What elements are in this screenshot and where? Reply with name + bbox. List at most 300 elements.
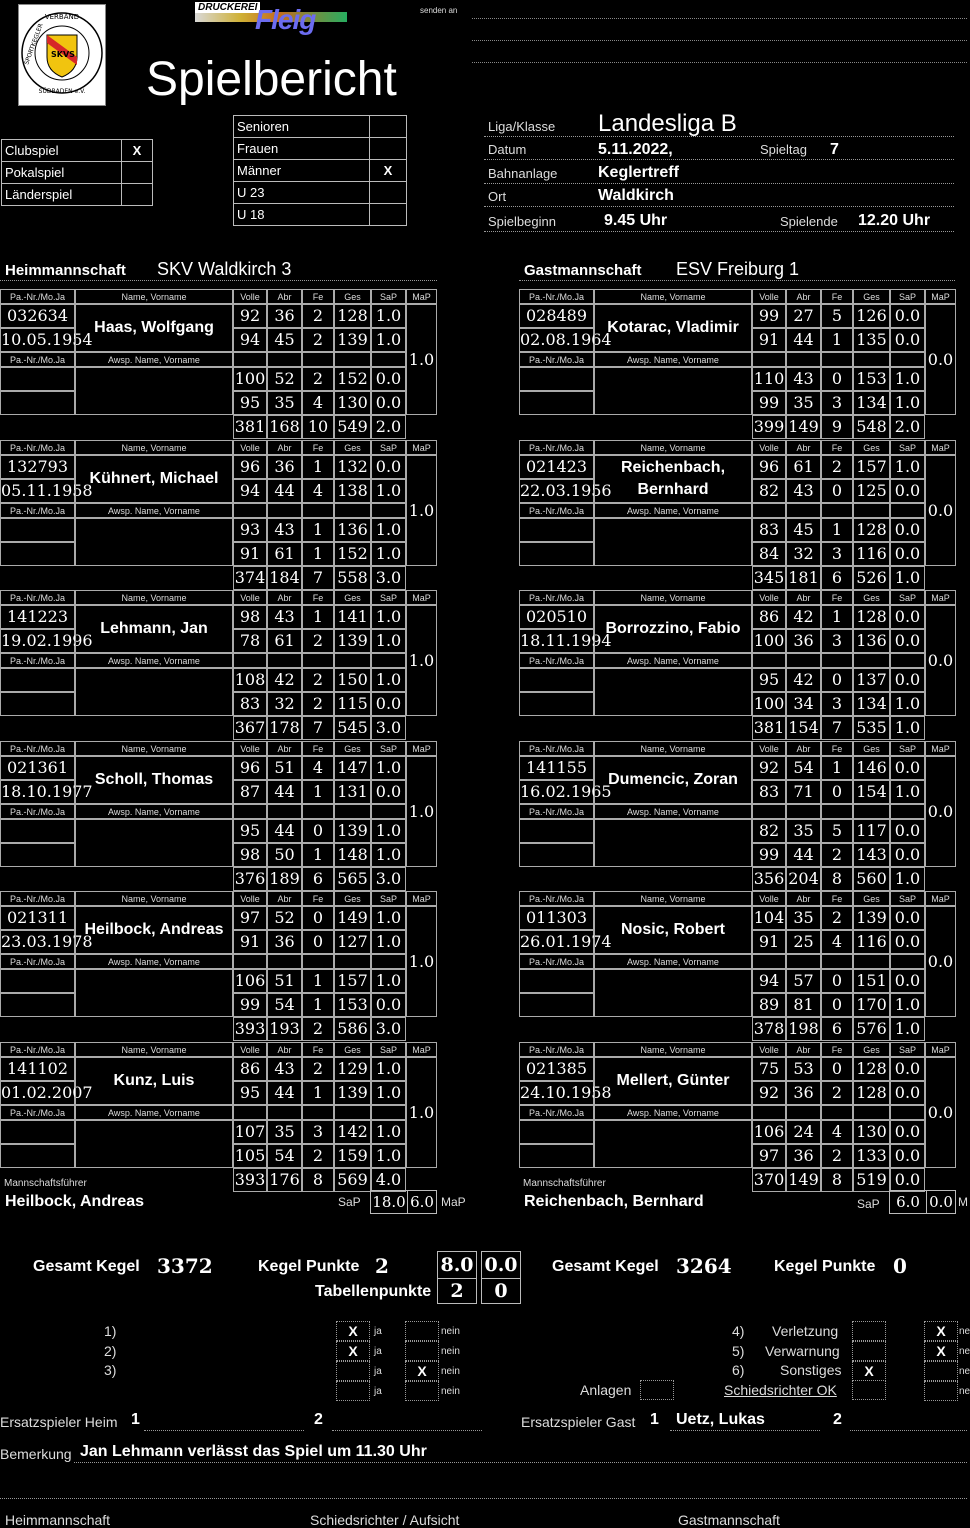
score-cell[interactable]: 97 — [752, 1144, 786, 1168]
score-cell[interactable]: 2 — [302, 328, 334, 352]
score-cell[interactable]: 131 — [334, 780, 371, 804]
score-cell[interactable]: 1 — [821, 328, 853, 352]
score-cell[interactable]: 117 — [853, 819, 890, 843]
score-cell[interactable]: 95 — [233, 1081, 267, 1105]
check-extra-ne[interactable] — [924, 1381, 958, 1401]
score-cell[interactable]: 129 — [334, 1057, 371, 1081]
sub-name[interactable] — [75, 668, 233, 716]
score-cell[interactable]: 54 — [786, 756, 821, 780]
score-cell[interactable]: 130 — [334, 391, 371, 415]
score-cell[interactable]: 91 — [752, 328, 786, 352]
player-name[interactable]: Mellert, Günter — [594, 1057, 752, 1105]
score-cell[interactable]: 170 — [853, 993, 890, 1017]
score-cell[interactable]: 83 — [752, 780, 786, 804]
score-cell[interactable]: 2 — [302, 692, 334, 716]
player-birthdate[interactable]: 22.03.1956 — [519, 479, 594, 503]
score-cell[interactable]: 4 — [302, 756, 334, 780]
score-cell[interactable]: 53 — [786, 1057, 821, 1081]
spieltag-value[interactable]: 7 — [830, 141, 839, 158]
score-cell[interactable]: 54 — [267, 993, 302, 1017]
score-cell[interactable]: 116 — [853, 542, 890, 566]
score-cell[interactable]: 1.0 — [371, 906, 406, 930]
sub-birthdate[interactable] — [0, 1144, 75, 1168]
score-cell[interactable]: 44 — [786, 328, 821, 352]
sub-pass-number[interactable] — [0, 668, 75, 692]
score-cell[interactable]: 153 — [334, 993, 371, 1017]
player-name[interactable]: Reichenbach, Bernhard — [594, 455, 752, 503]
check-verwarnung-ne[interactable]: X — [924, 1341, 958, 1361]
score-cell[interactable]: 1 — [821, 605, 853, 629]
score-cell[interactable]: 1 — [302, 780, 334, 804]
player-birthdate[interactable]: 05.11.1958 — [0, 479, 75, 503]
sub-name[interactable] — [75, 1120, 233, 1168]
score-cell[interactable]: 4 — [302, 479, 334, 503]
score-cell[interactable]: 154 — [853, 780, 890, 804]
score-cell[interactable]: 153 — [853, 367, 890, 391]
sub-pass-number[interactable] — [519, 1120, 594, 1144]
bahn-value[interactable]: Keglertreff — [598, 164, 679, 181]
score-cell[interactable]: 1.0 — [371, 304, 406, 328]
score-cell[interactable]: 98 — [233, 843, 267, 867]
score-cell[interactable]: 61 — [786, 455, 821, 479]
score-cell[interactable]: 0 — [821, 780, 853, 804]
score-cell[interactable]: 99 — [752, 391, 786, 415]
score-cell[interactable]: 1 — [302, 1081, 334, 1105]
score-cell[interactable]: 137 — [853, 668, 890, 692]
score-cell[interactable]: 96 — [233, 455, 267, 479]
score-cell[interactable]: 36 — [267, 455, 302, 479]
sub-pass-number[interactable] — [519, 668, 594, 692]
score-cell[interactable]: 92 — [752, 1081, 786, 1105]
score-cell[interactable]: 25 — [786, 930, 821, 954]
score-cell[interactable]: 134 — [853, 692, 890, 716]
score-cell[interactable]: 128 — [853, 518, 890, 542]
score-cell[interactable]: 107 — [233, 1120, 267, 1144]
sub-pass-number[interactable] — [519, 367, 594, 391]
score-cell[interactable]: 105 — [233, 1144, 267, 1168]
score-cell[interactable]: 36 — [267, 304, 302, 328]
player-pass-number[interactable]: 021385 — [519, 1057, 594, 1081]
player-birthdate[interactable]: 10.05.1954 — [0, 328, 75, 352]
score-cell[interactable]: 94 — [233, 328, 267, 352]
sub-birthdate[interactable] — [519, 1144, 594, 1168]
player-birthdate[interactable]: 19.02.1996 — [0, 629, 75, 653]
game-type-mark[interactable] — [122, 184, 153, 206]
check-nein-2[interactable] — [405, 1341, 439, 1361]
score-cell[interactable]: 32 — [786, 542, 821, 566]
guest-captain[interactable]: Reichenbach, Bernhard — [524, 1193, 704, 1210]
score-cell[interactable]: 149 — [334, 906, 371, 930]
score-cell[interactable]: 2 — [821, 1081, 853, 1105]
home-captain[interactable]: Heilbock, Andreas — [5, 1193, 145, 1210]
score-cell[interactable]: 83 — [233, 692, 267, 716]
score-cell[interactable]: 1.0 — [371, 629, 406, 653]
sub-name[interactable] — [594, 367, 752, 415]
score-cell[interactable]: 1 — [821, 518, 853, 542]
player-name[interactable]: Nosic, Robert — [594, 906, 752, 954]
score-cell[interactable]: 136 — [334, 518, 371, 542]
player-name[interactable]: Dumencic, Zoran — [594, 756, 752, 804]
score-cell[interactable]: 43 — [267, 518, 302, 542]
score-cell[interactable]: 75 — [752, 1057, 786, 1081]
score-cell[interactable]: 1.0 — [371, 328, 406, 352]
score-cell[interactable]: 44 — [267, 1081, 302, 1105]
player-name[interactable]: Heilbock, Andreas — [75, 906, 233, 954]
score-cell[interactable]: 99 — [233, 993, 267, 1017]
score-cell[interactable]: 50 — [267, 843, 302, 867]
player-name[interactable]: Haas, Wolfgang — [75, 304, 233, 352]
score-cell[interactable]: 157 — [334, 969, 371, 993]
game-type-mark[interactable] — [122, 162, 153, 184]
player-name[interactable]: Scholl, Thomas — [75, 756, 233, 804]
score-cell[interactable]: 3 — [821, 391, 853, 415]
score-cell[interactable]: 71 — [786, 780, 821, 804]
score-cell[interactable]: 1 — [302, 455, 334, 479]
player-birthdate[interactable]: 02.08.1964 — [519, 328, 594, 352]
sub-name[interactable] — [594, 1120, 752, 1168]
score-cell[interactable]: 110 — [752, 367, 786, 391]
score-cell[interactable]: 104 — [752, 906, 786, 930]
score-cell[interactable]: 43 — [267, 605, 302, 629]
category-mark[interactable] — [370, 204, 407, 226]
player-birthdate[interactable]: 26.01.1974 — [519, 930, 594, 954]
guest-team-name[interactable]: ESV Freiburg 1 — [676, 259, 800, 279]
score-cell[interactable]: 0.0 — [371, 367, 406, 391]
category-mark[interactable] — [370, 138, 407, 160]
score-cell[interactable]: 61 — [267, 542, 302, 566]
score-cell[interactable]: 1.0 — [371, 819, 406, 843]
score-cell[interactable]: 116 — [853, 930, 890, 954]
score-cell[interactable]: 0.0 — [890, 304, 925, 328]
score-cell[interactable]: 44 — [267, 819, 302, 843]
sub-pass-number[interactable] — [0, 1120, 75, 1144]
player-birthdate[interactable]: 18.11.1994 — [519, 629, 594, 653]
sub-pass-number[interactable] — [0, 518, 75, 542]
score-cell[interactable]: 1 — [302, 993, 334, 1017]
score-cell[interactable]: 0 — [821, 367, 853, 391]
score-cell[interactable]: 36 — [786, 629, 821, 653]
score-cell[interactable]: 3 — [821, 542, 853, 566]
schiedsrichter-ok[interactable]: Schiedsrichter OK — [724, 1382, 837, 1398]
check-nein-3[interactable]: X — [405, 1361, 439, 1381]
player-pass-number[interactable]: 021311 — [0, 906, 75, 930]
score-cell[interactable]: 36 — [786, 1144, 821, 1168]
subs-guest-1-name[interactable]: Uetz, Lukas — [676, 1411, 765, 1428]
sub-birthdate[interactable] — [0, 993, 75, 1017]
score-cell[interactable]: 139 — [334, 328, 371, 352]
ende-value[interactable]: 12.20 Uhr — [858, 212, 931, 229]
check-ja-1[interactable]: X — [336, 1321, 370, 1341]
score-cell[interactable]: 0.0 — [890, 542, 925, 566]
score-cell[interactable]: 152 — [334, 367, 371, 391]
score-cell[interactable]: 0.0 — [890, 328, 925, 352]
score-cell[interactable]: 0.0 — [371, 391, 406, 415]
score-cell[interactable]: 83 — [752, 518, 786, 542]
beginn-value[interactable]: 9.45 Uhr — [604, 212, 668, 229]
check-nein-1[interactable] — [405, 1321, 439, 1341]
category-mark[interactable]: X — [370, 160, 407, 182]
score-cell[interactable]: 96 — [752, 455, 786, 479]
score-cell[interactable]: 61 — [267, 629, 302, 653]
check-verletzung[interactable] — [852, 1321, 886, 1341]
score-cell[interactable]: 0.0 — [371, 692, 406, 716]
score-cell[interactable]: 2 — [821, 455, 853, 479]
score-cell[interactable]: 139 — [334, 1081, 371, 1105]
score-cell[interactable]: 106 — [752, 1120, 786, 1144]
score-cell[interactable]: 91 — [752, 930, 786, 954]
score-cell[interactable]: 0.0 — [890, 1144, 925, 1168]
score-cell[interactable]: 95 — [752, 668, 786, 692]
score-cell[interactable]: 1.0 — [890, 367, 925, 391]
score-cell[interactable]: 36 — [267, 930, 302, 954]
score-cell[interactable]: 0.0 — [890, 843, 925, 867]
check-sonstiges[interactable]: X — [852, 1361, 886, 1381]
sub-birthdate[interactable] — [519, 542, 594, 566]
player-pass-number[interactable]: 141223 — [0, 605, 75, 629]
score-cell[interactable]: 1.0 — [371, 518, 406, 542]
player-pass-number[interactable]: 021423 — [519, 455, 594, 479]
score-cell[interactable]: 108 — [233, 668, 267, 692]
score-cell[interactable]: 43 — [786, 479, 821, 503]
score-cell[interactable]: 1.0 — [371, 843, 406, 867]
score-cell[interactable]: 157 — [853, 455, 890, 479]
score-cell[interactable]: 152 — [334, 542, 371, 566]
player-pass-number[interactable]: 028489 — [519, 304, 594, 328]
score-cell[interactable]: 5 — [821, 304, 853, 328]
score-cell[interactable]: 100 — [752, 692, 786, 716]
score-cell[interactable]: 0 — [302, 930, 334, 954]
score-cell[interactable]: 0.0 — [890, 1081, 925, 1105]
score-cell[interactable]: 4 — [302, 391, 334, 415]
score-cell[interactable]: 82 — [752, 819, 786, 843]
score-cell[interactable]: 1.0 — [371, 1120, 406, 1144]
category-mark[interactable] — [370, 182, 407, 204]
score-cell[interactable]: 0.0 — [371, 780, 406, 804]
signature-home[interactable]: Heimmannschaft — [5, 1512, 111, 1528]
score-cell[interactable]: 1.0 — [371, 479, 406, 503]
score-cell[interactable]: 1.0 — [371, 930, 406, 954]
score-cell[interactable]: 52 — [267, 367, 302, 391]
score-cell[interactable]: 128 — [853, 1057, 890, 1081]
score-cell[interactable]: 51 — [267, 969, 302, 993]
sub-birthdate[interactable] — [0, 843, 75, 867]
player-name[interactable]: Kunz, Luis — [75, 1057, 233, 1105]
score-cell[interactable]: 52 — [267, 906, 302, 930]
score-cell[interactable]: 1.0 — [371, 969, 406, 993]
check-nein-4[interactable] — [405, 1381, 439, 1401]
score-cell[interactable]: 139 — [853, 906, 890, 930]
score-cell[interactable]: 91 — [233, 542, 267, 566]
score-cell[interactable]: 93 — [233, 518, 267, 542]
score-cell[interactable]: 34 — [786, 692, 821, 716]
sub-birthdate[interactable] — [0, 542, 75, 566]
sub-pass-number[interactable] — [0, 367, 75, 391]
score-cell[interactable]: 1.0 — [890, 993, 925, 1017]
score-cell[interactable]: 0.0 — [890, 1057, 925, 1081]
score-cell[interactable]: 2 — [302, 668, 334, 692]
score-cell[interactable]: 2 — [302, 1144, 334, 1168]
player-pass-number[interactable]: 032634 — [0, 304, 75, 328]
score-cell[interactable]: 0.0 — [890, 479, 925, 503]
home-team-name[interactable]: SKV Waldkirch 3 — [157, 259, 292, 279]
score-cell[interactable]: 43 — [786, 367, 821, 391]
sub-name[interactable] — [594, 668, 752, 716]
score-cell[interactable]: 100 — [233, 367, 267, 391]
score-cell[interactable]: 0 — [821, 1057, 853, 1081]
check-schiri-ok[interactable] — [852, 1380, 886, 1400]
datum-value[interactable]: 5.11.2022, — [598, 141, 673, 158]
send-line-3[interactable] — [472, 62, 967, 63]
score-cell[interactable]: 106 — [233, 969, 267, 993]
check-verletzung-ne[interactable]: X — [924, 1321, 958, 1341]
score-cell[interactable]: 0 — [821, 479, 853, 503]
score-cell[interactable]: 146 — [853, 756, 890, 780]
player-name[interactable]: Kotarac, Vladimir — [594, 304, 752, 352]
sub-pass-number[interactable] — [0, 969, 75, 993]
score-cell[interactable]: 4 — [821, 930, 853, 954]
score-cell[interactable]: 94 — [752, 969, 786, 993]
score-cell[interactable]: 1.0 — [371, 1144, 406, 1168]
score-cell[interactable]: 0.0 — [890, 629, 925, 653]
liga-value[interactable]: Landesliga B — [598, 110, 737, 137]
score-cell[interactable]: 147 — [334, 756, 371, 780]
sub-pass-number[interactable] — [519, 819, 594, 843]
check-ja-3[interactable] — [336, 1361, 370, 1381]
score-cell[interactable]: 2 — [302, 1057, 334, 1081]
score-cell[interactable]: 148 — [334, 843, 371, 867]
score-cell[interactable]: 1 — [302, 605, 334, 629]
score-cell[interactable]: 0.0 — [890, 756, 925, 780]
score-cell[interactable]: 44 — [786, 843, 821, 867]
score-cell[interactable]: 92 — [752, 756, 786, 780]
sub-name[interactable] — [594, 969, 752, 1017]
score-cell[interactable]: 127 — [334, 930, 371, 954]
score-cell[interactable]: 99 — [752, 843, 786, 867]
send-line-2[interactable] — [472, 40, 967, 41]
score-cell[interactable]: 0.0 — [890, 518, 925, 542]
score-cell[interactable]: 0 — [821, 993, 853, 1017]
score-cell[interactable]: 91 — [233, 930, 267, 954]
score-cell[interactable]: 0.0 — [890, 668, 925, 692]
ort-value[interactable]: Waldkirch — [598, 187, 674, 204]
score-cell[interactable]: 96 — [233, 756, 267, 780]
score-cell[interactable]: 95 — [233, 819, 267, 843]
score-cell[interactable]: 1.0 — [371, 1081, 406, 1105]
score-cell[interactable]: 1.0 — [371, 542, 406, 566]
score-cell[interactable]: 27 — [786, 304, 821, 328]
player-pass-number[interactable]: 011303 — [519, 906, 594, 930]
score-cell[interactable]: 130 — [853, 1120, 890, 1144]
sub-birthdate[interactable] — [519, 993, 594, 1017]
score-cell[interactable]: 0 — [302, 906, 334, 930]
sub-name[interactable] — [594, 518, 752, 566]
score-cell[interactable]: 87 — [233, 780, 267, 804]
send-line-1[interactable] — [472, 18, 967, 19]
score-cell[interactable]: 128 — [853, 605, 890, 629]
score-cell[interactable]: 128 — [334, 304, 371, 328]
score-cell[interactable]: 45 — [267, 328, 302, 352]
player-birthdate[interactable]: 23.03.1978 — [0, 930, 75, 954]
score-cell[interactable]: 45 — [786, 518, 821, 542]
score-cell[interactable]: 92 — [233, 304, 267, 328]
score-cell[interactable]: 2 — [302, 629, 334, 653]
score-cell[interactable]: 35 — [786, 906, 821, 930]
score-cell[interactable]: 0.0 — [890, 906, 925, 930]
remark-text[interactable]: Jan Lehmann verlässt das Spiel um 11.30 Uhr — [80, 1443, 427, 1460]
score-cell[interactable]: 81 — [786, 993, 821, 1017]
score-cell[interactable]: 44 — [267, 780, 302, 804]
score-cell[interactable]: 42 — [786, 605, 821, 629]
player-pass-number[interactable]: 020510 — [519, 605, 594, 629]
score-cell[interactable]: 1.0 — [890, 692, 925, 716]
score-cell[interactable]: 44 — [267, 479, 302, 503]
sub-pass-number[interactable] — [0, 819, 75, 843]
score-cell[interactable]: 35 — [786, 819, 821, 843]
category-mark[interactable] — [370, 116, 407, 138]
player-birthdate[interactable]: 16.02.1965 — [519, 780, 594, 804]
sub-name[interactable] — [75, 518, 233, 566]
score-cell[interactable]: 95 — [233, 391, 267, 415]
score-cell[interactable]: 150 — [334, 668, 371, 692]
score-cell[interactable]: 1.0 — [371, 605, 406, 629]
score-cell[interactable]: 0.0 — [371, 455, 406, 479]
score-cell[interactable]: 135 — [853, 328, 890, 352]
signature-guest[interactable]: Gastmannschaft — [678, 1512, 780, 1528]
check-ja-4[interactable] — [336, 1381, 370, 1401]
score-cell[interactable]: 138 — [334, 479, 371, 503]
score-cell[interactable]: 97 — [233, 906, 267, 930]
score-cell[interactable]: 1 — [302, 542, 334, 566]
player-pass-number[interactable]: 141155 — [519, 756, 594, 780]
score-cell[interactable]: 35 — [267, 391, 302, 415]
player-birthdate[interactable]: 01.02.2007 — [0, 1081, 75, 1105]
score-cell[interactable]: 2 — [821, 1144, 853, 1168]
score-cell[interactable]: 1 — [302, 843, 334, 867]
player-name[interactable]: Borrozzino, Fabio — [594, 605, 752, 653]
score-cell[interactable]: 134 — [853, 391, 890, 415]
score-cell[interactable]: 0.0 — [890, 819, 925, 843]
score-cell[interactable]: 0.0 — [890, 969, 925, 993]
score-cell[interactable]: 3 — [821, 692, 853, 716]
score-cell[interactable]: 100 — [752, 629, 786, 653]
sub-birthdate[interactable] — [519, 692, 594, 716]
score-cell[interactable]: 125 — [853, 479, 890, 503]
score-cell[interactable]: 132 — [334, 455, 371, 479]
score-cell[interactable]: 99 — [752, 304, 786, 328]
score-cell[interactable]: 151 — [853, 969, 890, 993]
score-cell[interactable]: 143 — [853, 843, 890, 867]
score-cell[interactable]: 35 — [786, 391, 821, 415]
score-cell[interactable]: 139 — [334, 629, 371, 653]
score-cell[interactable]: 0.0 — [890, 930, 925, 954]
score-cell[interactable]: 136 — [853, 629, 890, 653]
score-cell[interactable]: 82 — [752, 479, 786, 503]
score-cell[interactable]: 0.0 — [890, 605, 925, 629]
score-cell[interactable]: 89 — [752, 993, 786, 1017]
score-cell[interactable]: 141 — [334, 605, 371, 629]
score-cell[interactable]: 2 — [821, 906, 853, 930]
sub-pass-number[interactable] — [519, 969, 594, 993]
score-cell[interactable]: 115 — [334, 692, 371, 716]
score-cell[interactable]: 32 — [267, 692, 302, 716]
score-cell[interactable]: 1 — [302, 518, 334, 542]
score-cell[interactable]: 1 — [821, 756, 853, 780]
score-cell[interactable]: 42 — [267, 668, 302, 692]
score-cell[interactable]: 2 — [302, 304, 334, 328]
game-type-mark[interactable]: X — [122, 140, 153, 162]
sub-birthdate[interactable] — [0, 692, 75, 716]
score-cell[interactable]: 54 — [267, 1144, 302, 1168]
